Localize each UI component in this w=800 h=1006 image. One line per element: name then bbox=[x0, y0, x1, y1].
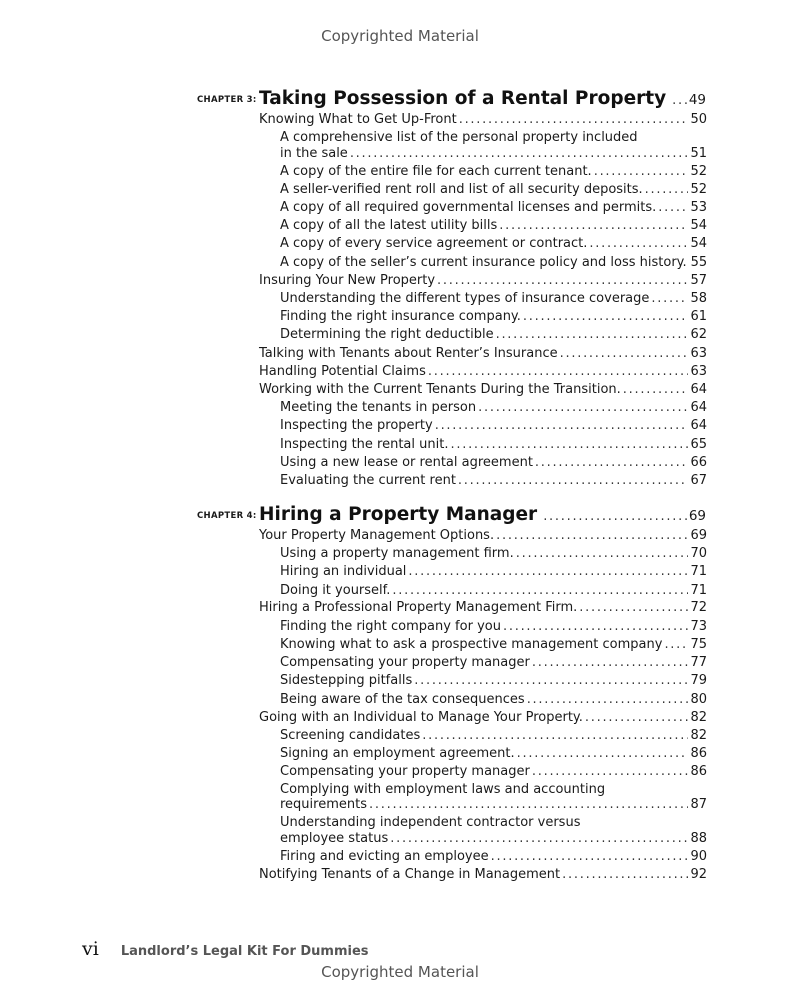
leader-dots bbox=[491, 849, 689, 865]
toc-section-entry[interactable] bbox=[259, 600, 707, 616]
toc-subsection-entry[interactable] bbox=[280, 764, 707, 780]
toc-subsection-entry[interactable] bbox=[280, 637, 707, 653]
entry-title-line1: A comprehensive list of the personal property included bbox=[280, 130, 638, 145]
entry-title: Your Property Management Options. bbox=[259, 528, 495, 543]
page-number: 64 bbox=[690, 418, 707, 433]
toc-section-entry[interactable] bbox=[259, 382, 707, 398]
leader-dots bbox=[478, 400, 688, 416]
page-number: 79 bbox=[690, 673, 707, 688]
page-number: 75 bbox=[690, 637, 707, 652]
entry-title: Hiring an individual bbox=[280, 564, 407, 579]
toc-subsection-entry[interactable] bbox=[280, 418, 707, 434]
entry-title: Knowing What to Get Up-Front bbox=[259, 112, 457, 127]
page-number: 72 bbox=[690, 600, 707, 615]
toc-subsection-entry[interactable] bbox=[280, 146, 707, 162]
page-number: 80 bbox=[690, 692, 707, 707]
toc-subsection-entry[interactable] bbox=[280, 400, 707, 416]
page-number: 63 bbox=[690, 346, 707, 361]
toc-subsection-entry[interactable] bbox=[280, 728, 707, 744]
toc-subsection-entry[interactable] bbox=[280, 218, 707, 234]
leader-dots bbox=[623, 382, 689, 398]
toc-subsection-entry[interactable] bbox=[280, 236, 707, 252]
page-number: 52 bbox=[690, 164, 707, 179]
entry-title: Compensating your property manager bbox=[280, 655, 530, 670]
toc-subsection-entry[interactable] bbox=[280, 291, 707, 307]
chapter-title: Taking Possession of a Rental Property bbox=[259, 88, 667, 109]
page-number: 92 bbox=[690, 867, 707, 882]
entry-title: Working with the Current Tenants During the Transition. bbox=[259, 382, 621, 397]
page-number: 63 bbox=[690, 364, 707, 379]
entry-title: Determining the right deductible bbox=[280, 327, 494, 342]
entry-title: Sidestepping pitfalls bbox=[280, 673, 413, 688]
page-number: 71 bbox=[690, 564, 707, 579]
toc-section-entry[interactable] bbox=[259, 273, 707, 289]
leader-dots bbox=[390, 831, 688, 847]
entry-title: Using a new lease or rental agreement bbox=[280, 455, 533, 470]
entry-title: Evaluating the current rent bbox=[280, 473, 456, 488]
toc-subsection-entry[interactable] bbox=[280, 797, 707, 813]
entry-title: Understanding the different types of insurance coverage bbox=[280, 291, 650, 306]
leader-dots bbox=[645, 182, 689, 198]
leader-dots bbox=[414, 673, 688, 689]
entry-title: Notifying Tenants of a Change in Management bbox=[259, 867, 561, 882]
leader-dots bbox=[651, 291, 688, 307]
entry-title: Screening candidates bbox=[280, 728, 421, 743]
entry-title: A seller-verified rent roll and list of all security deposits. bbox=[280, 182, 643, 197]
running-footer-title: Landlord’s Legal Kit For Dummies bbox=[120, 944, 369, 959]
page-number: 73 bbox=[690, 619, 707, 634]
toc-subsection-entry[interactable] bbox=[280, 182, 707, 198]
toc-subsection-entry[interactable] bbox=[280, 673, 707, 689]
entry-title: Compensating your property manager bbox=[280, 764, 530, 779]
toc-subsection-entry[interactable] bbox=[280, 473, 707, 489]
page-number: 87 bbox=[690, 797, 707, 812]
leader-dots bbox=[594, 164, 689, 180]
page-number: 54 bbox=[690, 236, 707, 251]
entry-title: A copy of all required governmental licenses and permits. bbox=[280, 200, 657, 215]
page-number: 86 bbox=[690, 764, 707, 779]
toc-subsection-entry[interactable] bbox=[280, 546, 707, 562]
entry-title: Inspecting the rental unit. bbox=[280, 437, 449, 452]
entry-title: Finding the right company for you bbox=[280, 619, 501, 634]
entry-title: employee status bbox=[280, 831, 389, 846]
leader-dots bbox=[458, 473, 689, 489]
leader-dots bbox=[560, 346, 689, 362]
page-number: 52 bbox=[690, 182, 707, 197]
toc-subsection-entry[interactable] bbox=[280, 849, 707, 865]
page-number: 82 bbox=[690, 710, 707, 725]
page-number: 49 bbox=[688, 92, 706, 108]
leader-dots bbox=[532, 764, 689, 780]
page-number: 57 bbox=[690, 273, 707, 288]
leader-dots bbox=[664, 637, 688, 653]
leader-dots bbox=[450, 437, 688, 453]
page-number: 62 bbox=[690, 327, 707, 342]
leader-dots bbox=[437, 273, 688, 289]
chapter-label: CHAPTER 3: bbox=[197, 95, 257, 105]
leader-dots bbox=[517, 746, 689, 762]
leader-dots bbox=[672, 93, 687, 108]
page-number: 71 bbox=[690, 583, 707, 598]
entry-title: Talking with Tenants about Renter’s Insurance bbox=[259, 346, 558, 361]
leader-dots bbox=[585, 710, 689, 726]
entry-title: Using a property management firm. bbox=[280, 546, 514, 561]
leader-dots bbox=[392, 583, 688, 599]
chapter-title: Hiring a Property Manager bbox=[259, 504, 538, 525]
entry-title: in the sale bbox=[280, 146, 348, 161]
entry-title: Hiring a Professional Property Management Firm. bbox=[259, 600, 578, 615]
leader-dots bbox=[658, 200, 688, 216]
page-number: 58 bbox=[690, 291, 707, 306]
entry-title-line1: Understanding independent contractor versus bbox=[280, 815, 581, 830]
copyright-watermark-bottom: Copyrighted Material bbox=[321, 963, 479, 981]
toc-subsection-entry[interactable] bbox=[280, 619, 707, 635]
page-number: 50 bbox=[690, 112, 707, 127]
page-number: 51 bbox=[690, 146, 707, 161]
page-number: 55 bbox=[690, 255, 708, 270]
toc-section-entry[interactable] bbox=[259, 346, 707, 362]
leader-dots bbox=[562, 867, 688, 883]
page-number: 64 bbox=[690, 382, 707, 397]
toc-section-entry[interactable] bbox=[259, 112, 707, 128]
toc-section-entry[interactable] bbox=[259, 867, 707, 883]
leader-dots bbox=[523, 309, 689, 325]
toc-section-entry[interactable] bbox=[259, 364, 707, 380]
entry-title: Doing it yourself. bbox=[280, 583, 391, 598]
entry-title: A copy of the seller’s current insurance policy and loss history. bbox=[280, 255, 687, 270]
leader-dots bbox=[503, 619, 688, 635]
toc-subsection-entry[interactable] bbox=[280, 455, 707, 471]
toc-subsection-entry[interactable] bbox=[280, 692, 707, 708]
leader-dots bbox=[428, 364, 689, 380]
entry-title: A copy of all the latest utility bills bbox=[280, 218, 498, 233]
leader-dots bbox=[499, 218, 688, 234]
leader-dots bbox=[579, 600, 688, 616]
entry-title: Being aware of the tax consequences bbox=[280, 692, 525, 707]
page-number: 88 bbox=[690, 831, 707, 846]
page-number: 54 bbox=[690, 218, 707, 233]
leader-dots bbox=[435, 418, 689, 434]
entry-title: Going with an Individual to Manage Your Property. bbox=[259, 710, 583, 725]
page-folio: vi bbox=[82, 938, 99, 960]
toc-subsection-entry[interactable] bbox=[280, 746, 707, 762]
page-number: 69 bbox=[688, 508, 706, 524]
leader-dots bbox=[516, 546, 689, 562]
entry-title: Insuring Your New Property bbox=[259, 273, 436, 288]
leader-dots bbox=[422, 728, 688, 744]
page-number: 65 bbox=[690, 437, 707, 452]
chapter-label: CHAPTER 4: bbox=[197, 511, 257, 521]
entry-title: Inspecting the property bbox=[280, 418, 433, 433]
page-number: 53 bbox=[690, 200, 707, 215]
page-number: 86 bbox=[690, 746, 707, 761]
leader-dots bbox=[543, 509, 687, 524]
leader-dots bbox=[459, 112, 689, 128]
entry-title: A copy of every service agreement or contract. bbox=[280, 236, 588, 251]
page-number: 61 bbox=[690, 309, 707, 324]
entry-title: Meeting the tenants in person bbox=[280, 400, 477, 415]
leader-dots bbox=[535, 455, 689, 471]
toc-subsection-entry[interactable] bbox=[280, 327, 707, 343]
entry-title: Signing an employment agreement. bbox=[280, 746, 515, 761]
entry-title: Finding the right insurance company. bbox=[280, 309, 521, 324]
page-number: 70 bbox=[690, 546, 707, 561]
page-number: 66 bbox=[690, 455, 707, 470]
page-number: 67 bbox=[690, 473, 707, 488]
toc-subsection-entry[interactable] bbox=[280, 831, 707, 847]
toc-section-entry[interactable] bbox=[259, 710, 707, 726]
toc-subsection-entry[interactable] bbox=[280, 564, 707, 580]
toc-subsection-entry[interactable] bbox=[280, 309, 707, 325]
entry-title: A copy of the entire file for each current tenant. bbox=[280, 164, 592, 179]
leader-dots bbox=[496, 528, 688, 544]
toc-subsection-entry[interactable] bbox=[280, 164, 707, 180]
leader-dots bbox=[350, 146, 689, 162]
toc-subsection-entry[interactable] bbox=[280, 583, 707, 599]
leader-dots bbox=[589, 236, 688, 252]
copyright-watermark-top: Copyrighted Material bbox=[321, 27, 479, 45]
toc-section-entry[interactable] bbox=[259, 528, 707, 544]
entry-title: requirements bbox=[280, 797, 367, 812]
toc-subsection-entry[interactable] bbox=[280, 437, 707, 453]
page-footer bbox=[82, 938, 369, 960]
leader-dots bbox=[369, 797, 688, 813]
page-number: 69 bbox=[690, 528, 707, 543]
leader-dots bbox=[408, 564, 688, 580]
page-number: 90 bbox=[690, 849, 707, 864]
entry-title-line1: Complying with employment laws and accounting bbox=[280, 782, 606, 797]
toc-subsection-entry[interactable] bbox=[280, 200, 707, 216]
page-number: 77 bbox=[690, 655, 707, 670]
entry-title: Knowing what to ask a prospective management company bbox=[280, 637, 663, 652]
page-number: 64 bbox=[690, 400, 707, 415]
leader-dots bbox=[527, 692, 689, 708]
entry-title: Handling Potential Claims bbox=[259, 364, 426, 379]
toc-subsection-entry[interactable] bbox=[280, 255, 707, 271]
leader-dots bbox=[496, 327, 689, 343]
toc-subsection-entry[interactable] bbox=[280, 655, 707, 671]
page-number: 82 bbox=[690, 728, 707, 743]
entry-title: Firing and evicting an employee bbox=[280, 849, 489, 864]
leader-dots bbox=[532, 655, 689, 671]
